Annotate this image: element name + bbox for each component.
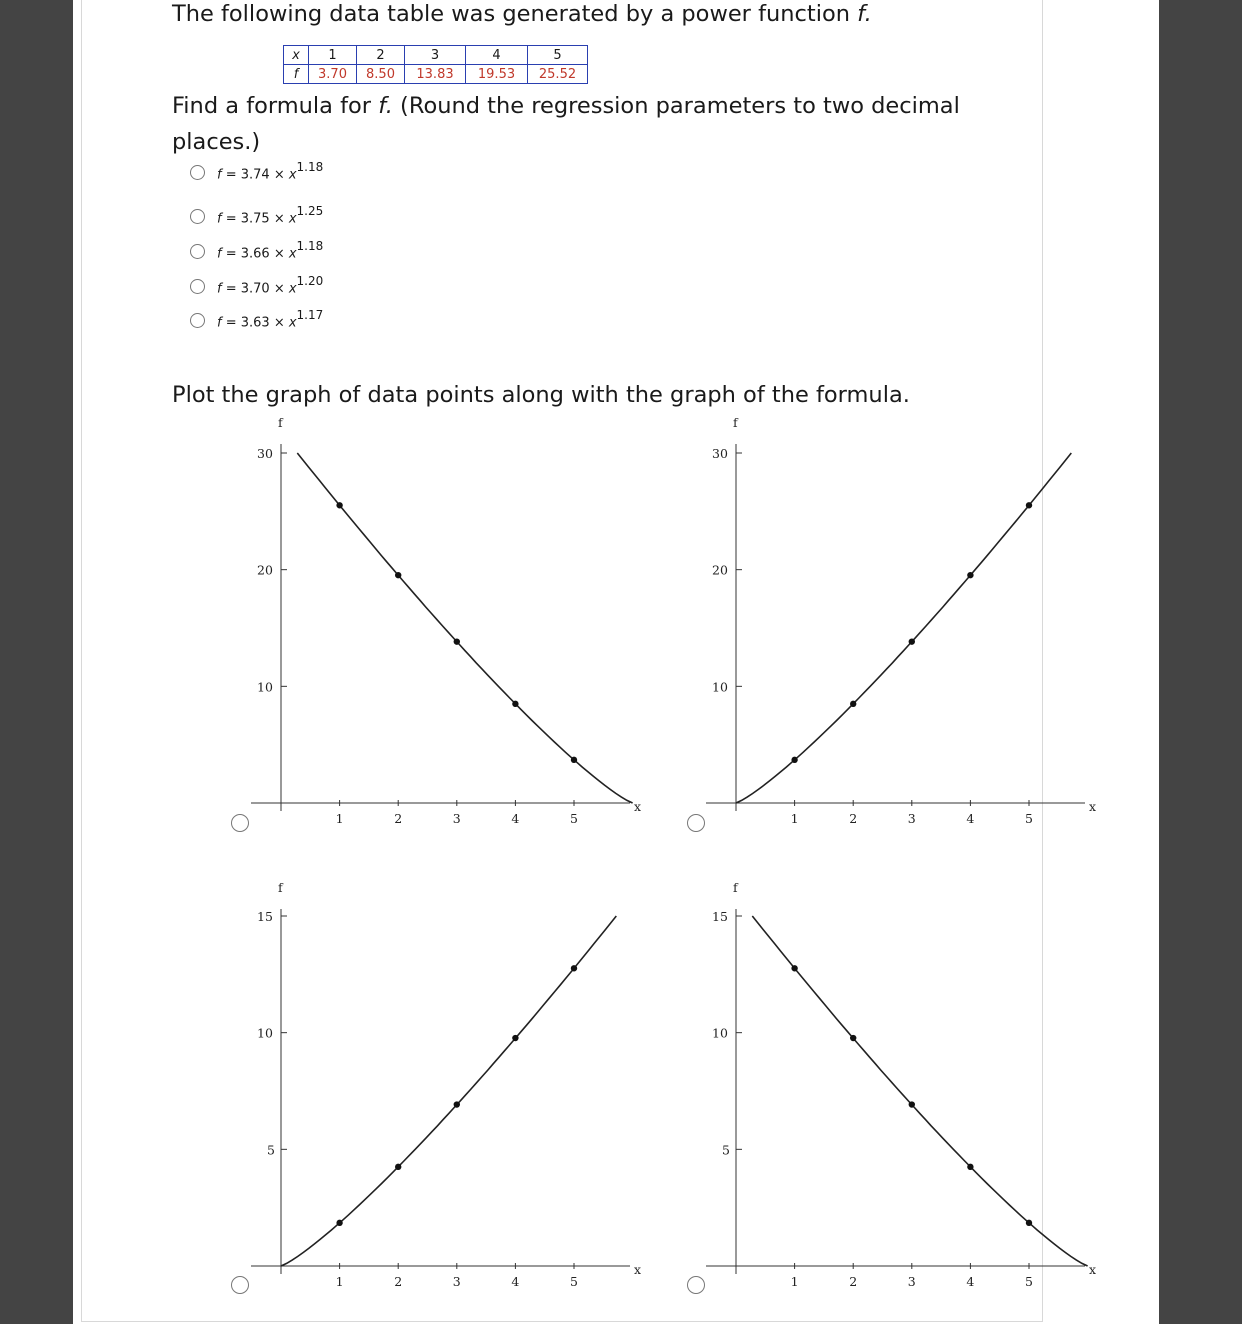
intro-text: The following data table was generated by a power function <box>172 1 850 27</box>
table-cell: 3 <box>405 46 466 65</box>
x-tick-label: 3 <box>907 1274 916 1289</box>
y-tick-label: 5 <box>722 1142 730 1158</box>
x-tick-label: 2 <box>849 1274 858 1289</box>
y-axis-label: f <box>733 415 738 430</box>
table-cell: 25.52 <box>528 65 588 84</box>
choice-formula: $f = 3.74 \times x^{1.18}$ <box>217 159 324 183</box>
radio-button[interactable] <box>190 279 205 294</box>
y-tick-label: 30 <box>257 446 273 461</box>
choice-formula: $f = 3.75 \times x^{1.25}$ <box>217 203 324 227</box>
formula-choice-4[interactable] <box>190 275 323 297</box>
graph-choice-radio-2[interactable] <box>687 814 705 832</box>
question-panel <box>81 0 1043 1322</box>
x-tick-label: 4 <box>966 1274 975 1289</box>
data-table <box>283 45 588 84</box>
formula-choice-2[interactable] <box>190 205 323 227</box>
table-cell: 4 <box>466 46 528 65</box>
table-cell: 2 <box>357 46 405 65</box>
table-header-f: f <box>284 65 309 84</box>
prompt-function-name: f. <box>378 93 393 119</box>
x-tick-label: 2 <box>394 811 403 826</box>
table-cell: 1 <box>309 46 357 65</box>
graph-choice-radio-3[interactable] <box>231 1276 249 1294</box>
data-table-row-x <box>284 46 588 65</box>
x-tick-label: 5 <box>570 811 578 826</box>
formula-choice-5[interactable] <box>190 309 323 331</box>
question-intro <box>172 0 872 32</box>
prompt-text: Find a formula for <box>172 93 372 119</box>
y-axis-label: f <box>278 880 283 895</box>
x-tick-label: 1 <box>790 811 799 826</box>
y-tick-label: 5 <box>267 1142 275 1158</box>
x-tick-label: 4 <box>511 1274 520 1289</box>
radio-button[interactable] <box>190 313 205 328</box>
y-tick-label: 20 <box>257 562 273 578</box>
y-tick-label: 10 <box>257 1025 273 1041</box>
choice-formula: $f = 3.66 \times x^{1.18}$ <box>217 238 324 262</box>
formula-prompt-line1 <box>172 88 960 124</box>
table-cell: 13.83 <box>405 65 466 84</box>
x-tick-label: 2 <box>394 1274 403 1289</box>
y-tick-label: 20 <box>712 562 728 578</box>
x-tick-label: 2 <box>849 811 858 826</box>
y-tick-label: 10 <box>712 1025 728 1041</box>
y-tick-label: 30 <box>712 446 728 461</box>
x-tick-label: 5 <box>570 1274 578 1289</box>
formula-choice-1[interactable] <box>190 161 323 183</box>
x-tick-label: 1 <box>790 1274 799 1289</box>
x-tick-label: 5 <box>1025 1274 1033 1289</box>
x-tick-label: 1 <box>335 811 344 826</box>
y-axis-label: f <box>278 415 283 430</box>
graph-choice-radio-1[interactable] <box>231 814 249 832</box>
formula-prompt-line2: places.) <box>172 129 261 155</box>
radio-button[interactable] <box>190 244 205 259</box>
x-tick-label: 4 <box>966 811 975 826</box>
table-cell: 8.50 <box>357 65 405 84</box>
choice-formula: $f = 3.70 \times x^{1.20}$ <box>217 273 324 297</box>
y-tick-label: 15 <box>712 909 728 924</box>
x-tick-label: 5 <box>1025 811 1033 826</box>
x-tick-label: 3 <box>452 1274 461 1289</box>
prompt-text: (Round the regression parameters to two decimal <box>400 93 960 119</box>
y-axis-label: f <box>733 880 738 895</box>
x-axis-label: x <box>634 1262 642 1277</box>
x-axis-label: x <box>634 799 642 814</box>
x-tick-label: 4 <box>511 811 520 826</box>
y-tick-label: 10 <box>257 679 273 695</box>
x-tick-label: 3 <box>452 811 461 826</box>
table-header-x: x <box>284 46 309 65</box>
graph-choice-radio-4[interactable] <box>687 1276 705 1294</box>
formula-choice-3[interactable] <box>190 240 323 262</box>
x-axis-label: x <box>1089 1262 1097 1277</box>
table-cell: 3.70 <box>309 65 357 84</box>
table-cell: 5 <box>528 46 588 65</box>
intro-function-name: f. <box>857 1 872 27</box>
x-axis-label: x <box>1089 799 1097 814</box>
y-tick-label: 10 <box>712 679 728 695</box>
x-tick-label: 1 <box>335 1274 344 1289</box>
radio-button[interactable] <box>190 165 205 180</box>
x-tick-label: 3 <box>907 811 916 826</box>
plot-prompt: Plot the graph of data points along with the graph of the formula. <box>172 382 910 408</box>
table-cell: 19.53 <box>466 65 528 84</box>
data-table-row-f <box>284 65 588 84</box>
choice-formula: $f = 3.63 \times x^{1.17}$ <box>217 307 324 331</box>
radio-button[interactable] <box>190 209 205 224</box>
y-tick-label: 15 <box>257 909 273 924</box>
